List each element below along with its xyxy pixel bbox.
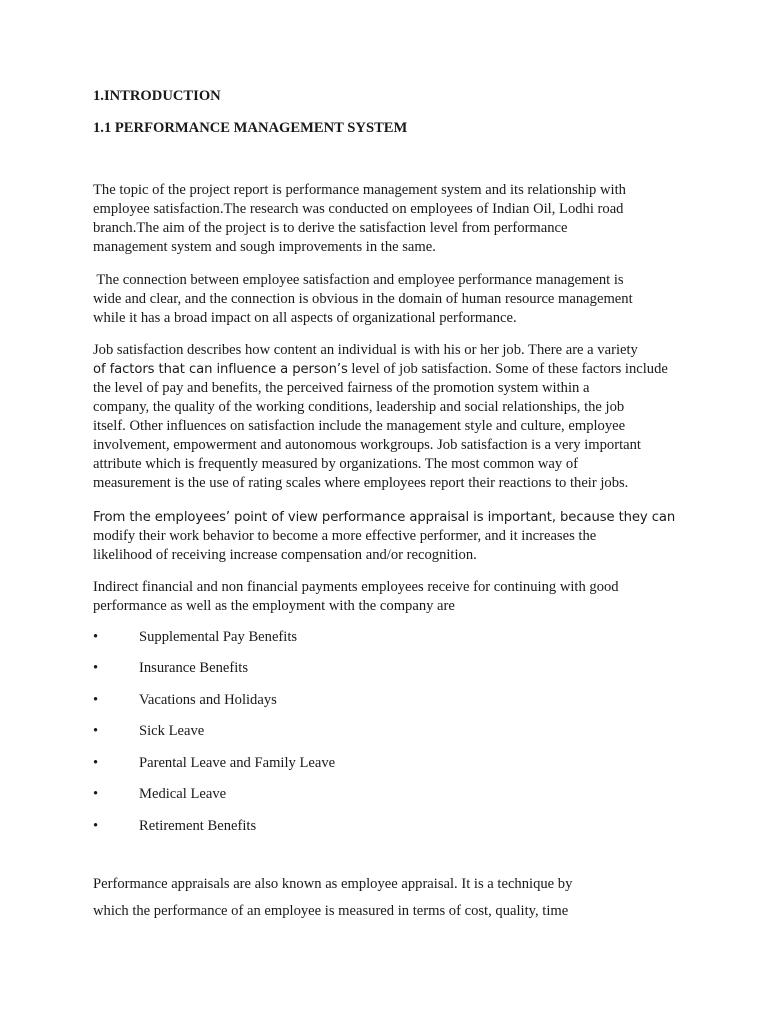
paragraph-line: which the performance of an employee is measured in terms of cost, quality, time — [93, 903, 569, 919]
paragraph-line: itself. Other influences on satisfaction include the management style and culture, employee — [93, 418, 626, 434]
paragraph-line — [93, 360, 668, 379]
bullet-icon: • — [93, 692, 99, 708]
paragraph-line: employee satisfaction.The research was conducted on employees of Indian Oil, Lodhi road — [93, 201, 624, 217]
paragraph-line: company, the quality of the working conditions, leadership and social relationships, the job — [93, 399, 625, 415]
sans-text-run: of factors that can influence a person’s — [93, 362, 348, 377]
paragraph-line: likelihood of receiving increase compensation and/or recognition. — [93, 547, 477, 563]
paragraph-line: modify their work behavior to become a more effective performer, and it increases the — [93, 528, 597, 544]
paragraph-line: while it has a broad impact on all aspects of organizational performance. — [93, 310, 517, 326]
list-item-text: Vacations and Holidays — [139, 692, 277, 708]
paragraph-line: branch.The aim of the project is to derive the satisfaction level from performance — [93, 220, 568, 236]
list-item-text: Insurance Benefits — [139, 660, 249, 676]
paragraph-line: wide and clear, and the connection is obvious in the domain of human resource management — [93, 291, 633, 307]
bullet-icon: • — [93, 660, 99, 676]
paragraph-line: Performance appraisals are also known as employee appraisal. It is a technique by — [93, 876, 573, 892]
paragraph-line: measurement is the use of rating scales where employees report their reactions to their jobs. — [93, 475, 629, 491]
serif-text-run: level of job satisfaction. Some of these factors include — [347, 361, 668, 377]
list-item-text: Retirement Benefits — [139, 818, 257, 834]
paragraph-line: the level of pay and benefits, the perceived fairness of the promotion system within a — [93, 380, 590, 396]
paragraph-line: attribute which is frequently measured by organizations. The most common way of — [93, 456, 578, 472]
list-item-text: Parental Leave and Family Leave — [139, 755, 336, 771]
list-item-text: Sick Leave — [139, 723, 205, 739]
paragraph-line: Job satisfaction describes how content an individual is with his or her job. There are a variety — [93, 342, 638, 358]
list-item-text: Supplemental Pay Benefits — [139, 629, 298, 645]
bullet-icon: • — [93, 786, 99, 802]
paragraph-line: Indirect financial and non financial payments employees receive for continuing with good — [93, 579, 619, 595]
bullet-icon: • — [93, 629, 99, 645]
bullet-icon: • — [93, 818, 99, 834]
paragraph-line: performance as well as the employment with the company are — [93, 598, 455, 614]
bullet-icon: • — [93, 755, 99, 771]
subsection-heading: 1.1 PERFORMANCE MANAGEMENT SYSTEM — [93, 120, 408, 136]
paragraph-line: The connection between employee satisfaction and employee performance management is — [93, 272, 624, 288]
bullet-icon: • — [93, 723, 99, 739]
paragraph-line: management system and sough improvements in the same. — [93, 239, 436, 255]
paragraph-line: The topic of the project report is performance management system and its relationship with — [93, 182, 626, 198]
paragraph-line: involvement, empowerment and autonomous workgroups. Job satisfaction is a very important — [93, 437, 641, 453]
paragraph-line: From the employees’ point of view performance appraisal is important, because they can — [93, 510, 676, 525]
section-heading: 1.INTRODUCTION — [93, 88, 221, 104]
list-item-text: Medical Leave — [139, 786, 227, 802]
